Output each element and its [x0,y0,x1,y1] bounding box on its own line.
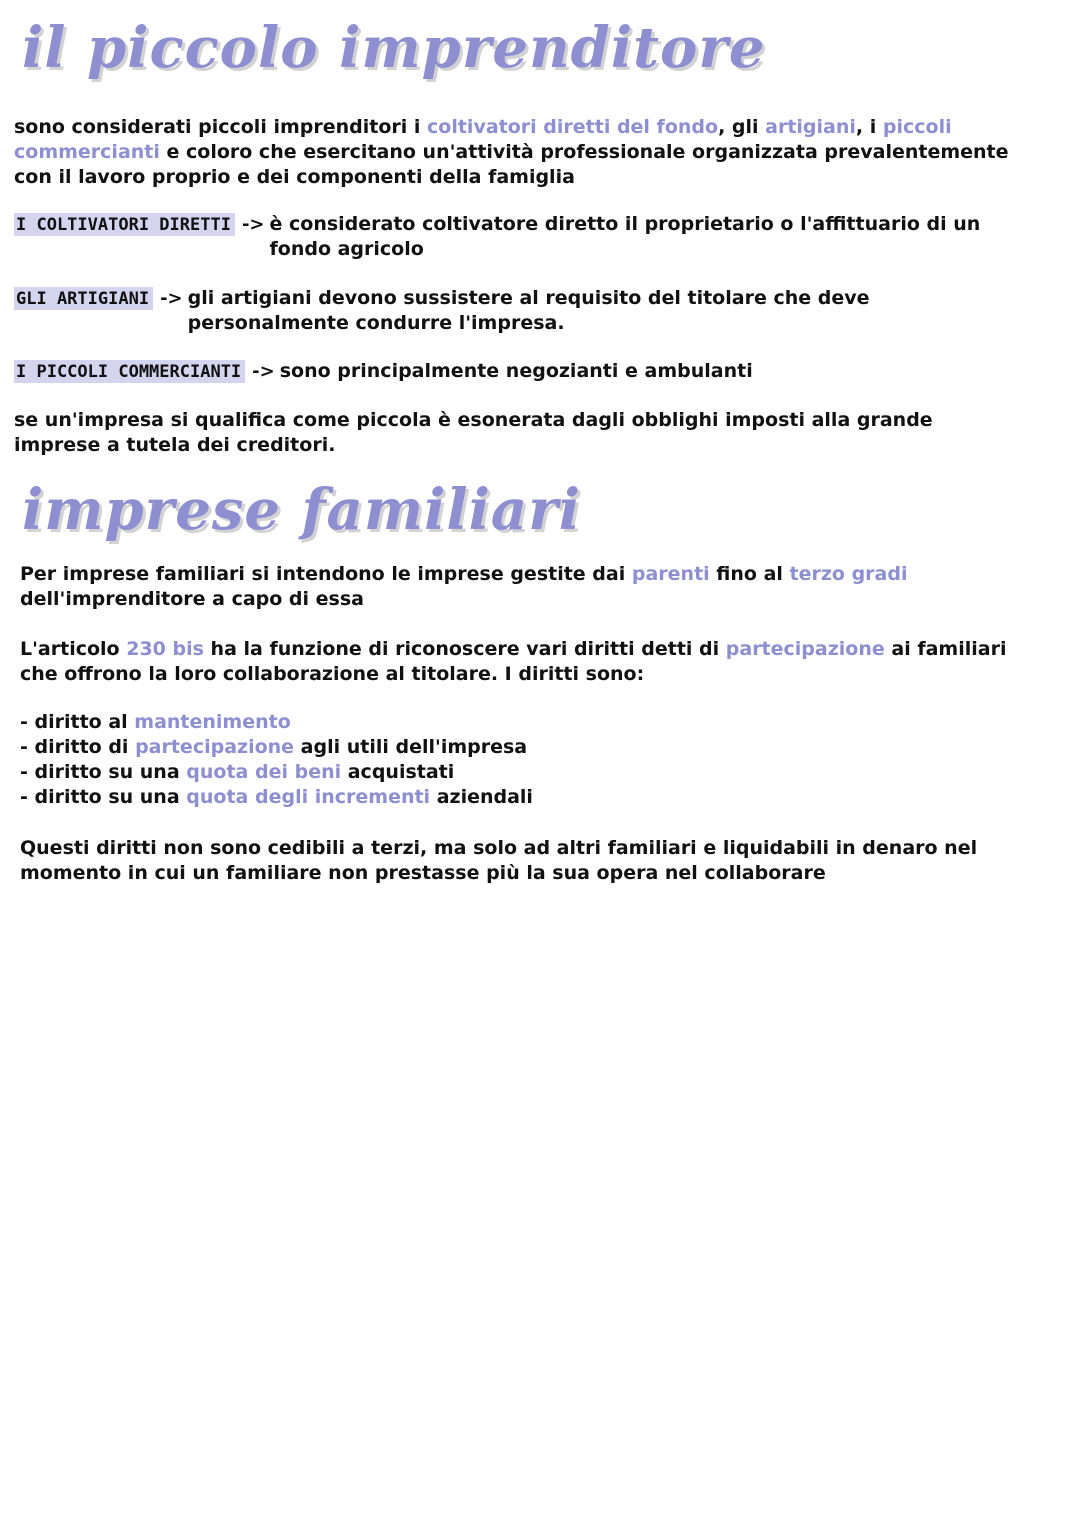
text-segment: L'articolo [20,638,127,660]
arrow-symbol: -> [252,361,275,382]
section-title-imprese-familiari: imprese familiari [22,477,581,543]
highlighted-term: mantenimento [134,711,291,733]
highlighted-term: partecipazione [135,736,295,758]
imprese-familiari-definition [20,562,1030,612]
definition-text: gli artigiani devono sussistere al requisito del titolare che deve personalmente condurre l'impresa. [187,287,870,334]
definition-coltivatori [14,212,1015,262]
text-segment: fino al [709,563,790,585]
highlighted-term: quota dei beni [186,761,342,783]
text-segment: acquistati [341,761,455,783]
arrow-symbol: -> [160,288,183,309]
arrow-symbol: -> [241,214,265,235]
articolo-230-bis-paragraph [20,637,1030,687]
definition-label: I COLTIVATORI DIRETTI [14,213,235,236]
highlighted-term: parenti [631,563,710,585]
highlighted-term: coltivatori diretti del fondo [427,116,719,138]
definition-label: GLI ARTIGIANI [14,287,153,310]
closing-paragraph-piccola-impresa: se un'impresa si qualifica come piccola è esonerata dagli obblighi imposti alla grande imprese a tutela dei creditori. [14,409,933,456]
rights-list [20,710,533,810]
highlighted-term: 230 bis [126,638,204,660]
definition-label: I PICCOLI COMMERCIANTI [14,360,245,383]
text-segment: agli utili dell'impresa [294,736,528,758]
highlighted-term: partecipazione [725,638,885,660]
definition-commercianti [14,359,1000,384]
list-item [20,710,533,735]
text-segment: - diritto di [20,736,136,758]
text-segment: ha la funzione di riconoscere vari diritti detti di [203,638,726,660]
text-segment: Per imprese familiari si intendono le imprese gestite dai [20,563,632,585]
text-segment: , i [855,116,883,138]
text-segment: ai familiari che offrono la loro collaborazione al titolare. I diritti sono: [20,638,1007,685]
text-segment: aziendali [430,786,533,808]
highlighted-term: quota degli incrementi [186,786,431,808]
highlighted-term: artigiani [765,116,856,138]
definition-artigiani [14,286,1033,336]
definition-text: sono principalmente negozianti e ambulanti [279,360,753,382]
section-title-piccolo-imprenditore: il piccolo imprenditore [22,15,766,81]
text-segment: sono considerati piccoli imprenditori i [14,116,428,138]
text-segment: e coloro che esercitano un'attività professionale organizzata prevalentemente con il lavoro proprio e dei componenti della famiglia [14,141,1009,188]
list-item [20,735,533,760]
text-segment: - diritto al [20,711,135,733]
text-segment: , gli [718,116,766,138]
closing-paragraph-diritti: Questi diritti non sono cedibili a terzi, ma solo ad altri familiari e liquidabili in denaro nel momento in cui un familiare non prestasse più la sua opera nel collaborare [20,837,978,884]
list-item [20,760,533,785]
list-item [20,785,533,810]
intro-paragraph [14,115,1029,190]
highlighted-term: terzo gradi [789,563,908,585]
definition-text: è considerato coltivatore diretto il proprietario o l'affittuario di un fondo agricolo [269,213,981,260]
text-segment: - diritto su una [20,786,187,808]
text-segment: dell'imprenditore a capo di essa [20,588,364,610]
highlighted-term: piccoli commercianti [14,116,952,163]
text-segment: - diritto su una [20,761,187,783]
